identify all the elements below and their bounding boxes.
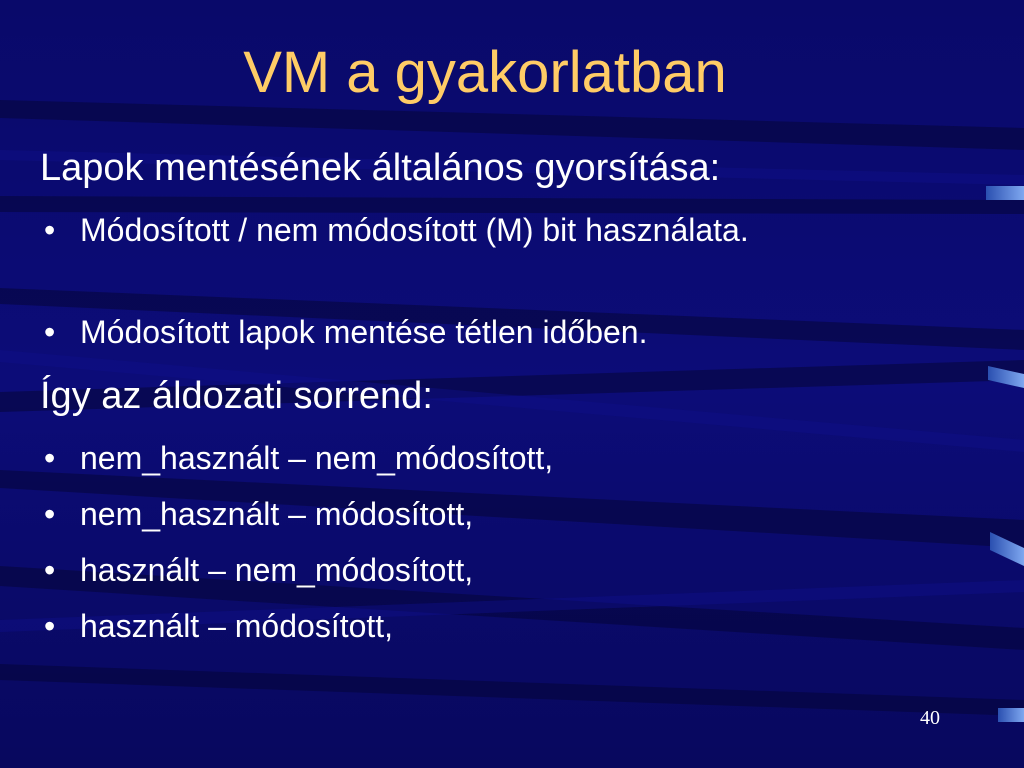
slide-number: 40	[920, 707, 940, 729]
bullet-item	[40, 310, 900, 354]
bullet-item	[40, 208, 900, 252]
bullet-symbol: •	[44, 314, 56, 350]
bullet-item	[40, 436, 900, 480]
bullet-text: Módosított / nem módosított (M) bit használata.	[80, 212, 749, 248]
section-heading-victim-order: Így az áldozati sorrend:	[40, 375, 433, 417]
bullet-symbol: •	[44, 496, 56, 532]
bullet-symbol: •	[44, 552, 56, 588]
bullet-text: nem_használt – nem_módosított,	[80, 440, 554, 476]
bullet-text: nem_használt – módosított,	[80, 496, 474, 532]
bullet-symbol: •	[44, 608, 56, 644]
slide-title: VM a gyakorlatban	[243, 40, 727, 105]
bullet-symbol: •	[44, 440, 56, 476]
bullet-item	[40, 492, 900, 536]
bullet-text: használt – módosított,	[80, 608, 394, 644]
bullet-text: használt – nem_módosított,	[80, 552, 474, 588]
section-heading-speedup: Lapok mentésének általános gyorsítása:	[40, 147, 721, 189]
bullet-text: Módosított lapok mentése tétlen időben.	[80, 314, 648, 350]
bullet-item	[40, 604, 900, 648]
bullet-symbol: •	[44, 212, 56, 248]
bullet-item	[40, 548, 900, 592]
